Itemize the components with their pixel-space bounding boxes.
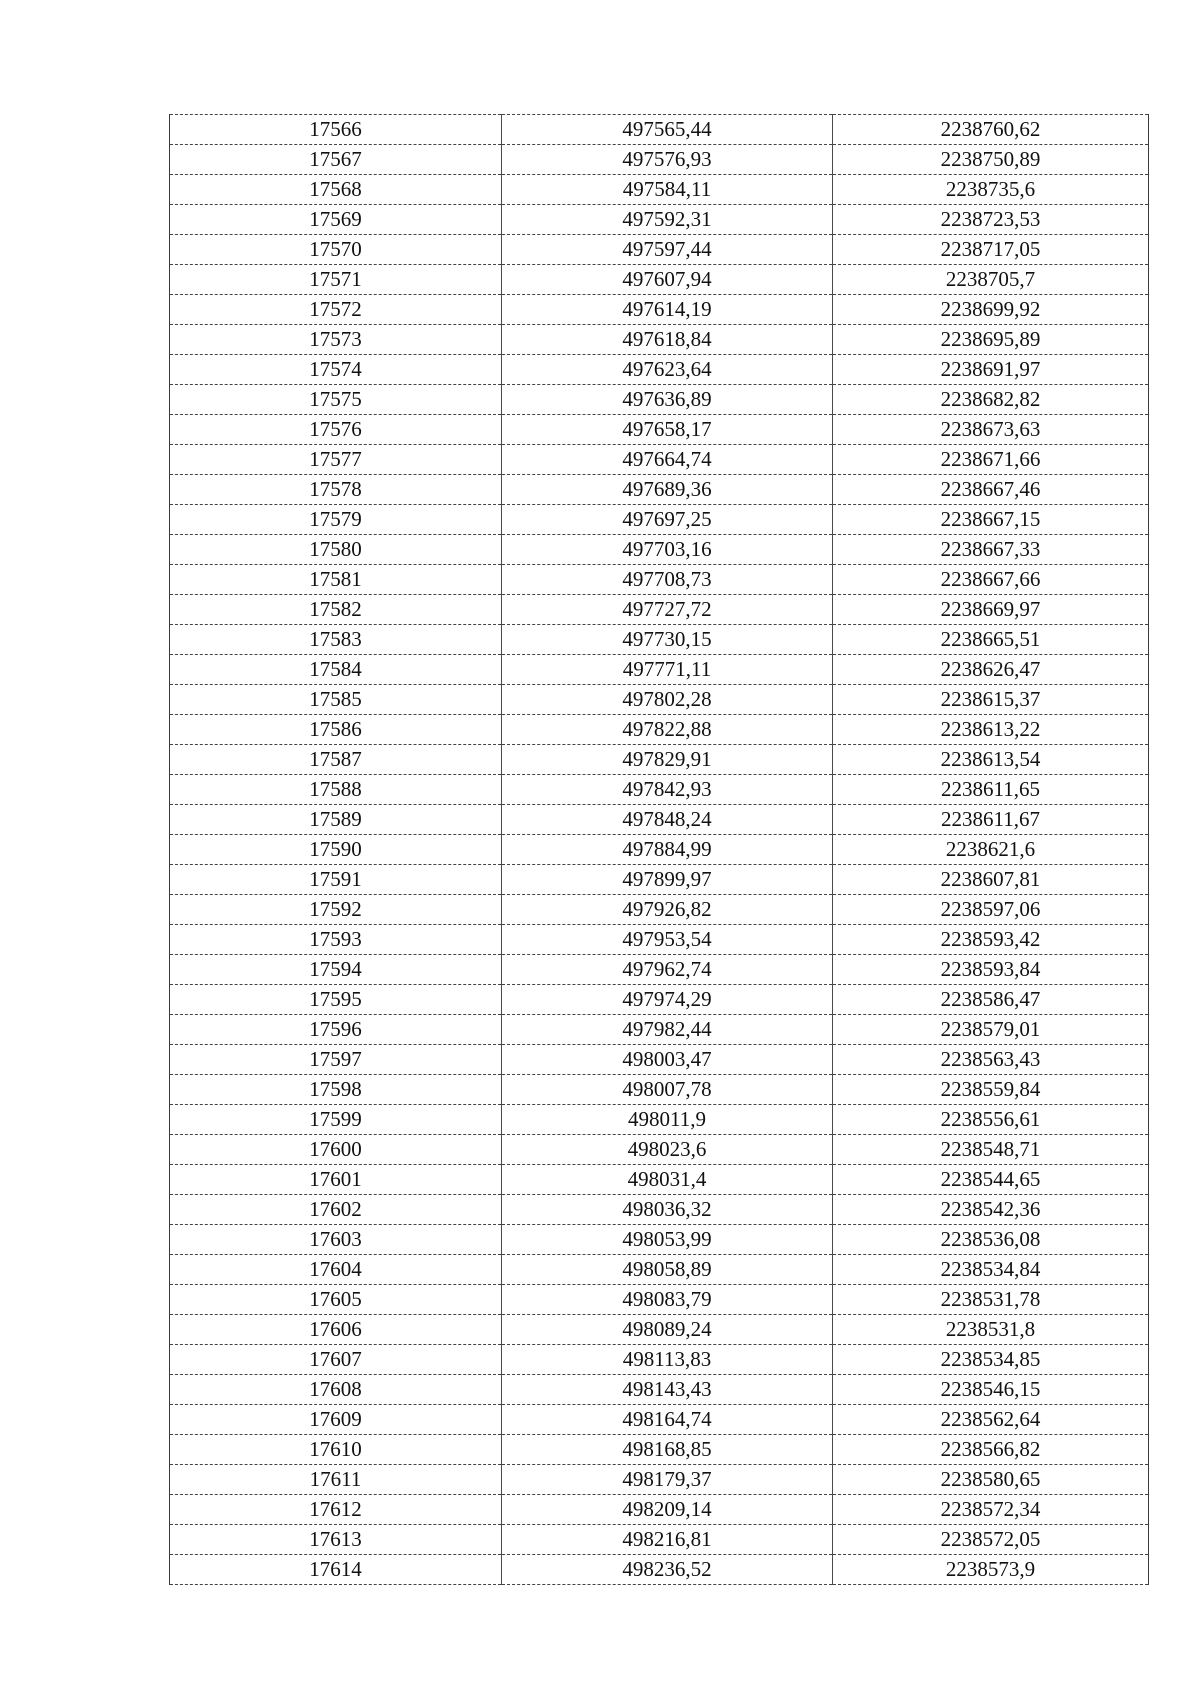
point-number-cell: 17607 xyxy=(170,1345,502,1375)
point-number-cell: 17611 xyxy=(170,1465,502,1495)
y-coordinate-cell: 2238572,05 xyxy=(833,1525,1149,1555)
table-row xyxy=(170,325,1149,355)
y-coordinate-cell: 2238544,65 xyxy=(833,1165,1149,1195)
table-body xyxy=(170,115,1149,1585)
point-number-cell: 17606 xyxy=(170,1315,502,1345)
point-number-cell: 17612 xyxy=(170,1495,502,1525)
point-number-cell: 17584 xyxy=(170,655,502,685)
y-coordinate-cell: 2238667,66 xyxy=(833,565,1149,595)
table-row xyxy=(170,535,1149,565)
x-coordinate-cell: 497597,44 xyxy=(502,235,833,265)
table-row xyxy=(170,1045,1149,1075)
x-coordinate-cell: 498031,4 xyxy=(502,1165,833,1195)
table-row xyxy=(170,175,1149,205)
point-number-cell: 17572 xyxy=(170,295,502,325)
x-coordinate-cell: 498236,52 xyxy=(502,1555,833,1585)
point-number-cell: 17586 xyxy=(170,715,502,745)
point-number-cell: 17580 xyxy=(170,535,502,565)
y-coordinate-cell: 2238593,84 xyxy=(833,955,1149,985)
y-coordinate-cell: 2238573,9 xyxy=(833,1555,1149,1585)
point-number-cell: 17599 xyxy=(170,1105,502,1135)
y-coordinate-cell: 2238546,15 xyxy=(833,1375,1149,1405)
table-row xyxy=(170,745,1149,775)
coordinates-table xyxy=(169,114,1149,1585)
table-row xyxy=(170,115,1149,145)
y-coordinate-cell: 2238559,84 xyxy=(833,1075,1149,1105)
x-coordinate-cell: 497974,29 xyxy=(502,985,833,1015)
y-coordinate-cell: 2238735,6 xyxy=(833,175,1149,205)
table-row xyxy=(170,415,1149,445)
point-number-cell: 17592 xyxy=(170,895,502,925)
x-coordinate-cell: 498011,9 xyxy=(502,1105,833,1135)
x-coordinate-cell: 497618,84 xyxy=(502,325,833,355)
table-row xyxy=(170,1345,1149,1375)
x-coordinate-cell: 498058,89 xyxy=(502,1255,833,1285)
x-coordinate-cell: 497962,74 xyxy=(502,955,833,985)
point-number-cell: 17573 xyxy=(170,325,502,355)
point-number-cell: 17608 xyxy=(170,1375,502,1405)
point-number-cell: 17581 xyxy=(170,565,502,595)
table-row xyxy=(170,895,1149,925)
x-coordinate-cell: 497982,44 xyxy=(502,1015,833,1045)
table-row xyxy=(170,505,1149,535)
point-number-cell: 17570 xyxy=(170,235,502,265)
point-number-cell: 17566 xyxy=(170,115,502,145)
table-row xyxy=(170,1255,1149,1285)
point-number-cell: 17588 xyxy=(170,775,502,805)
point-number-cell: 17575 xyxy=(170,385,502,415)
table-row xyxy=(170,985,1149,1015)
table-row xyxy=(170,1135,1149,1165)
point-number-cell: 17605 xyxy=(170,1285,502,1315)
y-coordinate-cell: 2238607,81 xyxy=(833,865,1149,895)
table-row xyxy=(170,955,1149,985)
x-coordinate-cell: 497658,17 xyxy=(502,415,833,445)
y-coordinate-cell: 2238556,61 xyxy=(833,1105,1149,1135)
y-coordinate-cell: 2238705,7 xyxy=(833,265,1149,295)
x-coordinate-cell: 498023,6 xyxy=(502,1135,833,1165)
point-number-cell: 17583 xyxy=(170,625,502,655)
x-coordinate-cell: 497842,93 xyxy=(502,775,833,805)
x-coordinate-cell: 497829,91 xyxy=(502,745,833,775)
x-coordinate-cell: 498007,78 xyxy=(502,1075,833,1105)
x-coordinate-cell: 497664,74 xyxy=(502,445,833,475)
point-number-cell: 17593 xyxy=(170,925,502,955)
y-coordinate-cell: 2238671,66 xyxy=(833,445,1149,475)
table-row xyxy=(170,295,1149,325)
x-coordinate-cell: 497822,88 xyxy=(502,715,833,745)
y-coordinate-cell: 2238760,62 xyxy=(833,115,1149,145)
y-coordinate-cell: 2238613,54 xyxy=(833,745,1149,775)
point-number-cell: 17591 xyxy=(170,865,502,895)
x-coordinate-cell: 497636,89 xyxy=(502,385,833,415)
x-coordinate-cell: 498036,32 xyxy=(502,1195,833,1225)
table-row xyxy=(170,805,1149,835)
point-number-cell: 17578 xyxy=(170,475,502,505)
y-coordinate-cell: 2238613,22 xyxy=(833,715,1149,745)
x-coordinate-cell: 497708,73 xyxy=(502,565,833,595)
table-row xyxy=(170,715,1149,745)
x-coordinate-cell: 497697,25 xyxy=(502,505,833,535)
table-row xyxy=(170,1285,1149,1315)
x-coordinate-cell: 497565,44 xyxy=(502,115,833,145)
y-coordinate-cell: 2238593,42 xyxy=(833,925,1149,955)
table-row xyxy=(170,265,1149,295)
y-coordinate-cell: 2238536,08 xyxy=(833,1225,1149,1255)
x-coordinate-cell: 498089,24 xyxy=(502,1315,833,1345)
table-row xyxy=(170,865,1149,895)
y-coordinate-cell: 2238723,53 xyxy=(833,205,1149,235)
point-number-cell: 17571 xyxy=(170,265,502,295)
x-coordinate-cell: 497703,16 xyxy=(502,535,833,565)
point-number-cell: 17589 xyxy=(170,805,502,835)
x-coordinate-cell: 498179,37 xyxy=(502,1465,833,1495)
y-coordinate-cell: 2238750,89 xyxy=(833,145,1149,175)
point-number-cell: 17585 xyxy=(170,685,502,715)
table-row xyxy=(170,1375,1149,1405)
table-row xyxy=(170,1405,1149,1435)
x-coordinate-cell: 498003,47 xyxy=(502,1045,833,1075)
table-row xyxy=(170,235,1149,265)
point-number-cell: 17604 xyxy=(170,1255,502,1285)
point-number-cell: 17574 xyxy=(170,355,502,385)
x-coordinate-cell: 498168,85 xyxy=(502,1435,833,1465)
point-number-cell: 17595 xyxy=(170,985,502,1015)
table-row xyxy=(170,625,1149,655)
table-row xyxy=(170,145,1149,175)
point-number-cell: 17567 xyxy=(170,145,502,175)
y-coordinate-cell: 2238699,92 xyxy=(833,295,1149,325)
x-coordinate-cell: 498209,14 xyxy=(502,1495,833,1525)
y-coordinate-cell: 2238665,51 xyxy=(833,625,1149,655)
y-coordinate-cell: 2238611,67 xyxy=(833,805,1149,835)
table-row xyxy=(170,1555,1149,1585)
table-row xyxy=(170,835,1149,865)
x-coordinate-cell: 497576,93 xyxy=(502,145,833,175)
point-number-cell: 17577 xyxy=(170,445,502,475)
y-coordinate-cell: 2238548,71 xyxy=(833,1135,1149,1165)
y-coordinate-cell: 2238542,36 xyxy=(833,1195,1149,1225)
x-coordinate-cell: 497689,36 xyxy=(502,475,833,505)
table-row xyxy=(170,1015,1149,1045)
table-row xyxy=(170,355,1149,385)
point-number-cell: 17609 xyxy=(170,1405,502,1435)
table-row xyxy=(170,1525,1149,1555)
point-number-cell: 17579 xyxy=(170,505,502,535)
y-coordinate-cell: 2238626,47 xyxy=(833,655,1149,685)
x-coordinate-cell: 497771,11 xyxy=(502,655,833,685)
point-number-cell: 17576 xyxy=(170,415,502,445)
x-coordinate-cell: 497623,64 xyxy=(502,355,833,385)
x-coordinate-cell: 498053,99 xyxy=(502,1225,833,1255)
table-row xyxy=(170,595,1149,625)
table-row xyxy=(170,685,1149,715)
y-coordinate-cell: 2238562,64 xyxy=(833,1405,1149,1435)
x-coordinate-cell: 498216,81 xyxy=(502,1525,833,1555)
x-coordinate-cell: 497730,15 xyxy=(502,625,833,655)
x-coordinate-cell: 497607,94 xyxy=(502,265,833,295)
y-coordinate-cell: 2238621,6 xyxy=(833,835,1149,865)
point-number-cell: 17613 xyxy=(170,1525,502,1555)
x-coordinate-cell: 498164,74 xyxy=(502,1405,833,1435)
point-number-cell: 17594 xyxy=(170,955,502,985)
x-coordinate-cell: 497727,72 xyxy=(502,595,833,625)
table-row xyxy=(170,445,1149,475)
point-number-cell: 17587 xyxy=(170,745,502,775)
point-number-cell: 17568 xyxy=(170,175,502,205)
y-coordinate-cell: 2238563,43 xyxy=(833,1045,1149,1075)
y-coordinate-cell: 2238669,97 xyxy=(833,595,1149,625)
x-coordinate-cell: 497584,11 xyxy=(502,175,833,205)
table-row xyxy=(170,565,1149,595)
x-coordinate-cell: 497802,28 xyxy=(502,685,833,715)
table-row xyxy=(170,1105,1149,1135)
x-coordinate-cell: 498083,79 xyxy=(502,1285,833,1315)
table-row xyxy=(170,1225,1149,1255)
table-row xyxy=(170,655,1149,685)
point-number-cell: 17569 xyxy=(170,205,502,235)
point-number-cell: 17602 xyxy=(170,1195,502,1225)
table-row xyxy=(170,1195,1149,1225)
table-row xyxy=(170,205,1149,235)
x-coordinate-cell: 497614,19 xyxy=(502,295,833,325)
x-coordinate-cell: 497848,24 xyxy=(502,805,833,835)
point-number-cell: 17598 xyxy=(170,1075,502,1105)
point-number-cell: 17601 xyxy=(170,1165,502,1195)
y-coordinate-cell: 2238611,65 xyxy=(833,775,1149,805)
x-coordinate-cell: 497884,99 xyxy=(502,835,833,865)
y-coordinate-cell: 2238597,06 xyxy=(833,895,1149,925)
y-coordinate-cell: 2238579,01 xyxy=(833,1015,1149,1045)
x-coordinate-cell: 497953,54 xyxy=(502,925,833,955)
y-coordinate-cell: 2238580,65 xyxy=(833,1465,1149,1495)
y-coordinate-cell: 2238534,84 xyxy=(833,1255,1149,1285)
y-coordinate-cell: 2238717,05 xyxy=(833,235,1149,265)
point-number-cell: 17596 xyxy=(170,1015,502,1045)
y-coordinate-cell: 2238695,89 xyxy=(833,325,1149,355)
table-row xyxy=(170,925,1149,955)
y-coordinate-cell: 2238667,33 xyxy=(833,535,1149,565)
table-row xyxy=(170,775,1149,805)
y-coordinate-cell: 2238673,63 xyxy=(833,415,1149,445)
x-coordinate-cell: 497592,31 xyxy=(502,205,833,235)
point-number-cell: 17590 xyxy=(170,835,502,865)
table-row xyxy=(170,1435,1149,1465)
table-row xyxy=(170,1075,1149,1105)
point-number-cell: 17600 xyxy=(170,1135,502,1165)
point-number-cell: 17603 xyxy=(170,1225,502,1255)
y-coordinate-cell: 2238586,47 xyxy=(833,985,1149,1015)
y-coordinate-cell: 2238667,15 xyxy=(833,505,1149,535)
x-coordinate-cell: 498143,43 xyxy=(502,1375,833,1405)
point-number-cell: 17614 xyxy=(170,1555,502,1585)
point-number-cell: 17610 xyxy=(170,1435,502,1465)
y-coordinate-cell: 2238615,37 xyxy=(833,685,1149,715)
table-row xyxy=(170,1465,1149,1495)
table-row xyxy=(170,1165,1149,1195)
table-row xyxy=(170,475,1149,505)
x-coordinate-cell: 498113,83 xyxy=(502,1345,833,1375)
y-coordinate-cell: 2238531,8 xyxy=(833,1315,1149,1345)
x-coordinate-cell: 497926,82 xyxy=(502,895,833,925)
x-coordinate-cell: 497899,97 xyxy=(502,865,833,895)
y-coordinate-cell: 2238682,82 xyxy=(833,385,1149,415)
y-coordinate-cell: 2238667,46 xyxy=(833,475,1149,505)
y-coordinate-cell: 2238691,97 xyxy=(833,355,1149,385)
table-row xyxy=(170,1495,1149,1525)
y-coordinate-cell: 2238572,34 xyxy=(833,1495,1149,1525)
y-coordinate-cell: 2238534,85 xyxy=(833,1345,1149,1375)
y-coordinate-cell: 2238566,82 xyxy=(833,1435,1149,1465)
table-row xyxy=(170,1315,1149,1345)
table-row xyxy=(170,385,1149,415)
y-coordinate-cell: 2238531,78 xyxy=(833,1285,1149,1315)
point-number-cell: 17597 xyxy=(170,1045,502,1075)
point-number-cell: 17582 xyxy=(170,595,502,625)
